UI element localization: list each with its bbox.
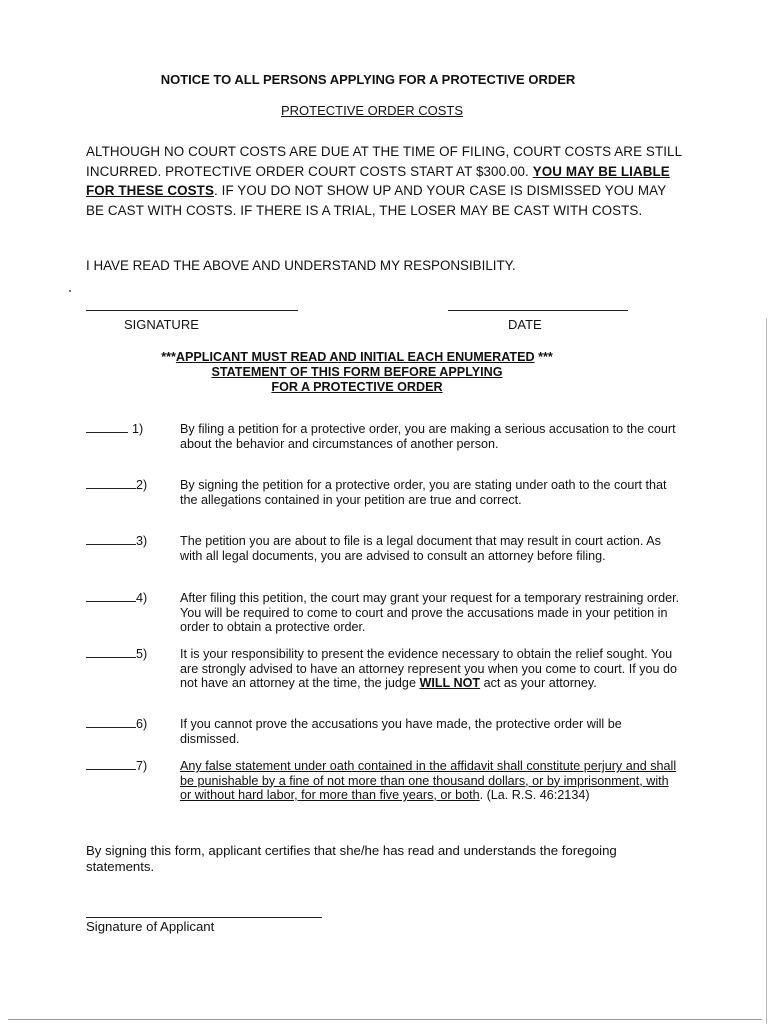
item-number-5: 5)	[136, 647, 148, 661]
initial-blank-1[interactable]	[86, 422, 143, 437]
instruction-line-1	[0, 350, 714, 365]
costs-subtitle: PROTECTIVE ORDER COSTS	[280, 103, 464, 118]
item-number-7: 7)	[136, 759, 148, 773]
initial-blank-5[interactable]	[86, 647, 147, 662]
item-text-4: After filing this petition, the court may grant your request for a temporary restraining order. You will be required to come to court and prove the accusations made in your petition in order to obtain a protective order.	[180, 591, 680, 634]
scan-edge-right	[766, 318, 767, 1024]
item-5-emphasis: WILL NOT	[419, 676, 481, 690]
instruction-heading	[0, 350, 714, 395]
costs-paragraph	[86, 142, 686, 220]
item-number-4: 4)	[136, 591, 148, 605]
notice-title: NOTICE TO ALL PERSONS APPLYING FOR A PROTECTIVE ORDER	[160, 72, 576, 87]
date-label: DATE	[508, 317, 542, 332]
instruction-suffix: ***	[534, 350, 553, 364]
initial-blank-3[interactable]	[86, 534, 147, 549]
costs-text-part2: . IF YOU DO NOT SHOW UP AND YOUR CASE IS DISMISSED YOU MAY BE CAST WITH COSTS. IF THERE IS A TRIAL, THE LOSER MAY BE CAST WITH COSTS.	[86, 183, 666, 218]
certification-statement: By signing this form, applicant certifies that she/he has read and understands the foregoing statements.	[86, 843, 617, 874]
applicant-signature-line[interactable]	[86, 917, 322, 918]
applicant-signature-label: Signature of Applicant	[86, 919, 215, 934]
item-text-3: The petition you are about to file is a legal document that may result in court action. As with all legal documents, you are advised to consult an attorney before filing.	[180, 534, 661, 563]
instruction-prefix: ***	[161, 350, 176, 364]
instruction-text-1: APPLICANT MUST READ AND INITIAL EACH ENUMERATED	[175, 350, 535, 364]
initial-blank-4[interactable]	[86, 591, 147, 606]
scan-speck	[69, 290, 71, 292]
item-text-7	[180, 759, 680, 803]
costs-liability-emphasis: YOU MAY BE LIABLE FOR THESE COSTS	[86, 163, 670, 199]
item-text-1: By filing a petition for a protective order, you are making a serious accusation to the court about the behavior and circumstances of another person.	[180, 422, 676, 451]
item-7-perjury-text: Any false statement under oath contained in the affidavit shall constitute perjury and shall be punishable by a fine of not more than one thousand dollars, or by imprisonment, with or without hard labor, for more than five years, or both	[180, 759, 677, 802]
item-number-1: 1)	[132, 422, 144, 436]
signature-line	[86, 310, 298, 311]
costs-text-part1: ALTHOUGH NO COURT COSTS ARE DUE AT THE TIME OF FILING, COURT COSTS ARE STILL INCURRED. PROTECTIVE ORDER COURT COSTS START AT $300.00.	[86, 144, 682, 179]
date-line	[448, 310, 628, 311]
item-5-text-after: act as your attorney.	[480, 676, 597, 690]
initial-blank-2[interactable]	[86, 478, 147, 493]
item-text-2: By signing the petition for a protective order, you are stating under oath to the court that the allegations contained in your petition are true and correct.	[180, 478, 667, 507]
item-5-text-before: It is your responsibility to present the evidence necessary to obtain the relief sought. You are strongly advised to have an attorney represent you when you come to court. If you do not have an attorney at the time, the judge	[180, 647, 678, 690]
item-number-3: 3)	[136, 534, 148, 548]
signature-label: SIGNATURE	[124, 317, 199, 332]
item-text-5	[180, 647, 680, 691]
instruction-line-3: FOR A PROTECTIVE ORDER	[271, 380, 443, 394]
item-number-2: 2)	[136, 478, 148, 492]
initial-blank-7[interactable]	[86, 759, 147, 774]
item-7-citation: . (La. R.S. 46:2134)	[479, 788, 590, 802]
item-number-6: 6)	[136, 717, 148, 731]
acknowledgement-statement: I HAVE READ THE ABOVE AND UNDERSTAND MY RESPONSIBILITY.	[86, 258, 516, 273]
instruction-line-2: STATEMENT OF THIS FORM BEFORE APPLYING	[211, 365, 503, 379]
scan-edge-bottom	[8, 1019, 762, 1020]
initial-blank-6[interactable]	[86, 717, 147, 732]
item-text-6: If you cannot prove the accusations you have made, the protective order will be dismissed.	[180, 717, 622, 746]
